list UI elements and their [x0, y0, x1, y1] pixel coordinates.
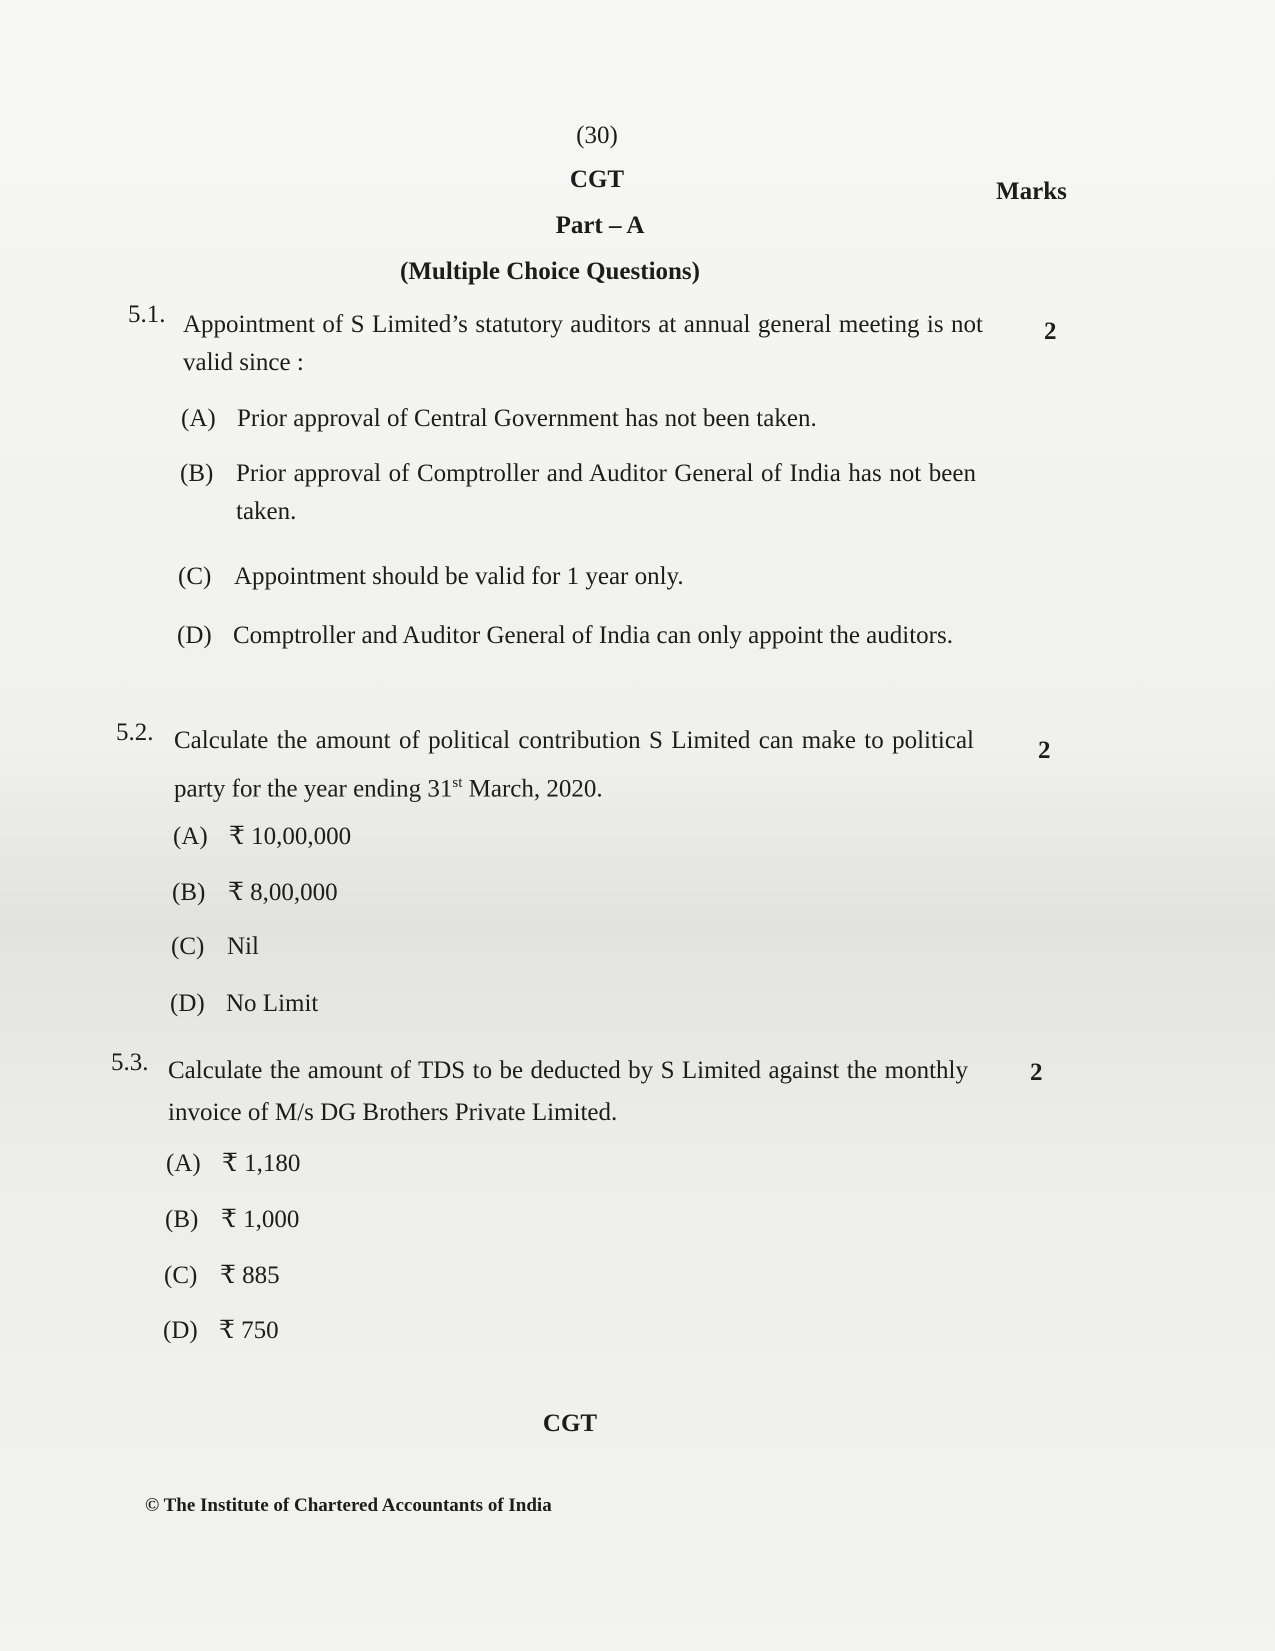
question-number: 5.1. — [128, 301, 166, 328]
option-label: (C) — [178, 563, 212, 590]
subject-code-footer: CGT — [542, 1410, 598, 1437]
option-label: (D) — [170, 990, 205, 1017]
option-row — [172, 877, 338, 907]
question-text: Appointment of S Limited’s statutory auditors at annual general meeting is not valid since : — [183, 311, 983, 376]
question-marks: 2 — [1044, 318, 1057, 345]
option-row — [181, 405, 817, 433]
option-text: Prior approval of Comptroller and Auditor General of India has not been taken. — [236, 460, 976, 525]
option-text: Nil — [227, 933, 259, 960]
option-label: (D) — [177, 622, 212, 649]
option-label: (D) — [163, 1317, 198, 1344]
page-number: (30) — [576, 122, 618, 149]
option-row — [164, 1260, 280, 1290]
part-heading: Part – A — [555, 212, 645, 239]
option-row — [178, 563, 684, 591]
subject-code-header: CGT — [569, 166, 625, 193]
copyright-notice: © The Institute of Chartered Accountants of India — [145, 1495, 552, 1516]
option-label: (B) — [165, 1206, 199, 1233]
option-label: (C) — [164, 1262, 198, 1289]
ordinal-suffix: st — [452, 775, 463, 791]
option-label: (C) — [171, 933, 205, 960]
question-text-part: Calculate the amount of political contribution S Limited can make to political party for the year ending 31 — [174, 727, 974, 803]
marks-column-label: Marks — [996, 178, 1067, 205]
option-row — [163, 1315, 279, 1345]
question-text: Calculate the amount of TDS to be deducted by S Limited against the monthly invoice of M/s DG Brothers Private Limited. — [168, 1057, 968, 1126]
option-row — [173, 821, 351, 851]
option-text: Appointment should be valid for 1 year only. — [234, 563, 684, 590]
option-label: (A) — [181, 405, 216, 432]
question-marks: 2 — [1030, 1059, 1043, 1086]
option-row — [180, 460, 980, 531]
option-text: ₹ 1,000 — [221, 1206, 300, 1233]
question-text-part: March, 2020. — [462, 775, 603, 803]
option-text: ₹ 8,00,000 — [228, 879, 338, 906]
option-label: (A) — [173, 823, 208, 850]
option-row — [171, 933, 259, 961]
question-number: 5.3. — [111, 1049, 149, 1076]
option-row — [170, 990, 318, 1018]
option-row — [165, 1204, 299, 1234]
option-label: (B) — [172, 879, 206, 906]
option-text: ₹ 885 — [220, 1262, 280, 1289]
option-text: No Limit — [226, 990, 319, 1017]
option-row — [166, 1148, 300, 1178]
option-row — [177, 622, 977, 655]
question-marks: 2 — [1038, 737, 1051, 764]
option-text: ₹ 10,00,000 — [229, 823, 352, 850]
section-title: (Multiple Choice Questions) — [400, 258, 700, 285]
question-number: 5.2. — [116, 719, 154, 746]
question-text — [174, 720, 974, 810]
option-text: Comptroller and Auditor General of India can only appoint the auditors. — [233, 622, 953, 649]
option-text: ₹ 1,180 — [222, 1150, 301, 1177]
option-label: (A) — [166, 1150, 201, 1177]
option-text: ₹ 750 — [219, 1317, 279, 1344]
option-text: Prior approval of Central Government has not been taken. — [237, 405, 817, 432]
option-label: (B) — [180, 460, 214, 487]
